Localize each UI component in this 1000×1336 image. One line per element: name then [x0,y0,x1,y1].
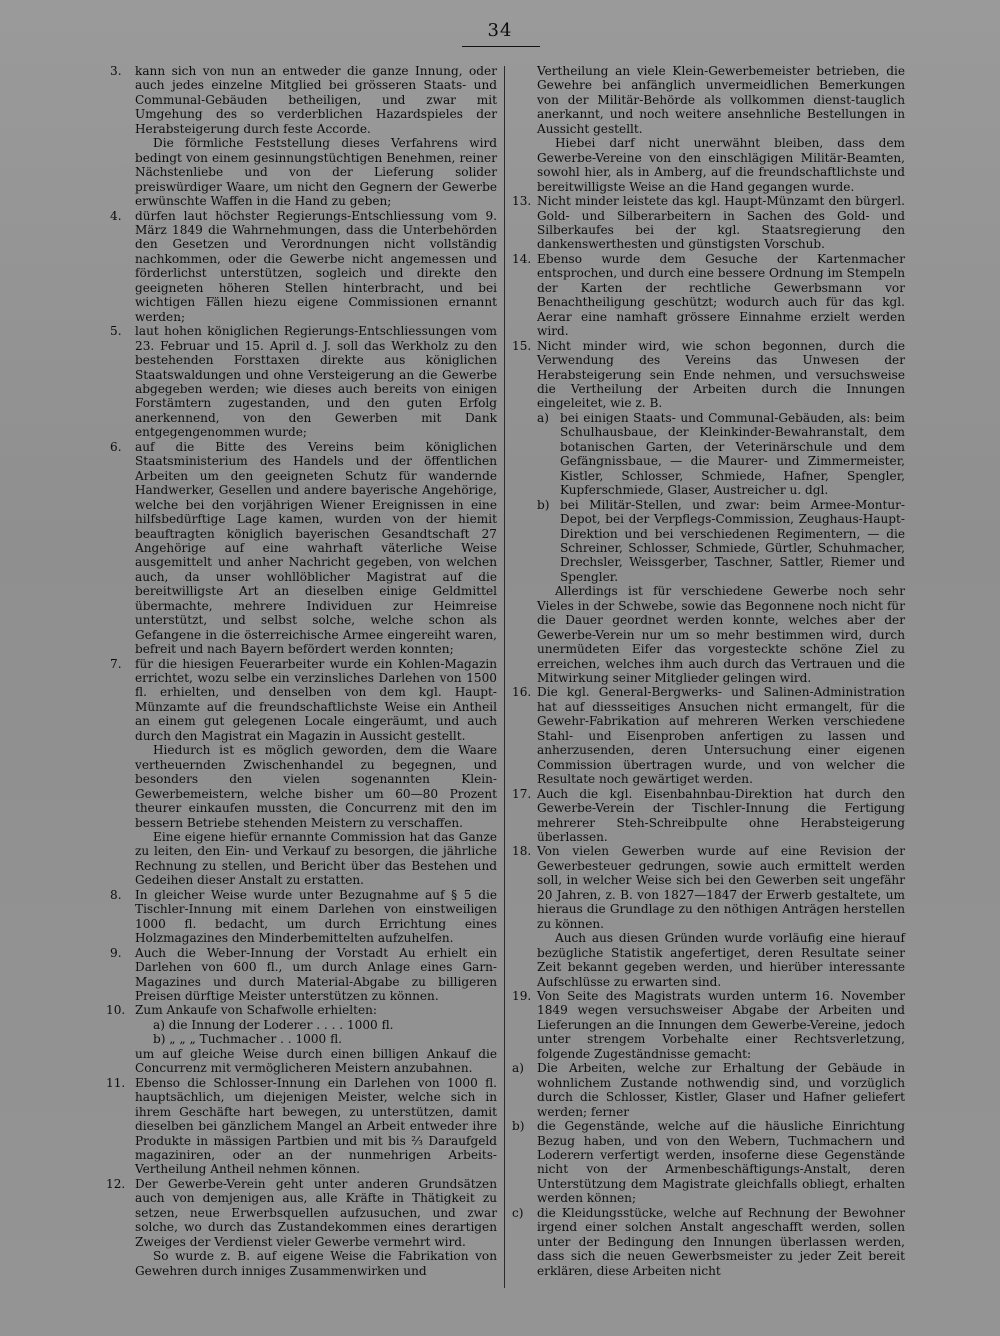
sub-item-label: b) [512,1119,525,1134]
sub-item [512,1061,905,1119]
paragraph-text: um auf gleiche Weise durch einen billigen Ankauf die Concurrenz mit vermöglicheren Meistern anzubahnen. [135,1046,497,1076]
item-text: Von Seite des Magistrats wurden unterm 16. November 1849 wegen versuchsweiser Abgabe der Arbeiten und Lieferungen an die Innungen dem Gewerbe-Vereine, jedoch unter strengem Vorbehalte einer Rechtsverletzung, folgende Zugeständnisse gemacht: [537,989,905,1061]
sub-item [512,411,905,498]
item-number: 5. [110,324,122,339]
item-text: Zum Ankaufe von Schafwolle erhielten: [135,1003,377,1018]
sub-item [110,1032,497,1046]
sub-item-label: b) [537,497,550,512]
sub-item-text: bei einigen Staats- und Communal-Gebäuden, als: beim Schulhausbaue, der Kleinkinder-Bewahranstalt, dem botanischen Garten, der Veterinärschule und dem Gefängnissbaue, — die Maurer- und Zimmermeister, Kistler, Schlosser, Schmiede, Hafner, Spengler, Kupferschmiede, Glaser, Austreicher u. dgl. [560,410,905,498]
list-item [110,64,497,136]
sub-item-text: b) „ „ „ Tuchmacher . . 1000 fl. [153,1032,342,1047]
item-text: für die hiesigen Feuerarbeiter wurde ein Kohlen-Magazin errichtet, wozu selbe ein verzinsliches Darlehen von 1500 fl. erhielten, und denselben von dem kgl. Haupt-Münzamte auf die freundschaftlichste Weise ein Antheil an einem gut gelegenen Locale eingeräumt, und auch durch den Magistrat ein Magazin in Aussicht gestellt. [135,656,497,743]
paragraph-text: Hiedurch ist es möglich geworden, dem die Waare vertheuernden Zwischenhandel zu begegnen, und besonders den vielen sogenannten Klein-Gewerbemeistern, welche bisher um 60—80 Prozent theurer einkaufen mussten, die Concurrenz mit den im bessern Betriebe stehenden Meistern zu verschaffen. [135,743,497,830]
sub-item-text: bei Militär-Stellen, und zwar: beim Armee-Montur-Depot, bei der Verpflegs-Commission, Zeughaus-Haupt-Direktion und bei verschiedenen Regimentern, — die Schreiner, Schlosser, Schmiede, Gürtler, Schuhmacher, Drechsler, Weissgerber, Taschner, Sattler, Riemer und Spengler. [560,497,905,584]
list-item [512,252,905,339]
paragraph-text: Allerdings ist für verschiedene Gewerbe noch sehr Vieles in der Schwebe, sowie das Begonnene noch nicht für die Dauer geordnet werden konnte, welches aber der Gewerbe-Verein nur um so mehr bestimmen wird, durch unermüdeten Eifer das vorgesteckte schöne Ziel zu erreichen, welches ihm auch durch das Vertrauen und die Mitwirkung seiner Mitglieder gelingen wird. [537,584,905,686]
item-number: 14. [512,251,532,266]
item-text: dürfen laut höchster Regierungs-Entschliessung vom 9. März 1849 die Wahrnehmungen, dass die Unterbehörden den Gesetzen und Verordnungen nicht vollständig nachkommen, oder die Gewerbe nicht angemessen und förderlichst unterstützen, sogleich und direkte den geeigneten höheren Stellen hinterbracht, und bei wichtigen Fällen hiezu eigene Commissionen ernannt werden; [135,208,497,324]
list-item [512,339,905,411]
list-item [110,440,497,657]
item-text: Auch die Weber-Innung der Vorstadt Au erhielt ein Darlehen von 600 fl., um durch Anlage eines Garn-Magazines und durch Material-Abgabe zu billigeren Preisen dürftige Meister unterstützen zu können. [135,945,497,1003]
sub-item [512,1206,905,1278]
item-text: auf die Bitte des Vereins beim königlichen Staatsministerium des Handels und der öffentlichen Arbeiten um den geeigneten Schutz für wandernde Handwerker, Gesellen und andere bayerische Angehörige, welche bei den vorjährigen Wiener Ereignissen in eine hilfsbedürftige Lage kamen, wurden von der hiemit beauftragten königlich bayerischen Gesandtschaft 27 Angehörige auf eine wahrhaft väterliche Weise ausgemittelt und anher Nachricht gegeben, von welchen auch, da unser wohllöblicher Magistrat auf die bereitwilligste Art an dieselben einige Geldmittel übermachte, mehrere Individuen zur Heimreise unterstützt, und selbst solche, welche schon als Gefangene in die österreichische Armee eingereiht waren, befreit und nach Bayern befördert werden konnten; [135,439,497,657]
page-number-rule [462,46,540,47]
item-number: 15. [512,338,532,353]
sub-item-label: a) [512,1061,524,1076]
item-text: Nicht minder wird, wie schon begonnen, durch die Verwendung des Vereins das Unwesen der Herabsteigerung sein Ende nehmen, und versuchsweise die Vertheilung der Arbeiten durch die Innungen eingeleitet, wie z. B. [537,338,905,411]
paragraph [512,64,905,136]
paragraph [110,830,497,888]
sub-item-text: die Gegenstände, welche auf die häusliche Einrichtung Bezug haben, und von den Webern, Tuchmachern und Loderern verfertigt werden, insoferne diese Gegenstände nicht von der Armenbeschäftigungs-Anstalt, deren Unterstützung dem Magistrate gleichfalls obliegt, erhalten werden können; [537,1119,905,1206]
item-number: 17. [512,786,532,801]
list-item [106,1075,497,1177]
item-number: 9. [110,945,122,960]
column-divider [504,66,505,1288]
list-item [512,844,905,931]
paragraph [512,584,905,685]
list-item [110,888,497,946]
list-item [110,324,497,440]
sub-item-label: c) [512,1205,524,1220]
item-text: Der Gewerbe-Verein geht unter anderen Grundsätzen auch von demjenigen aus, alle Kräfte in Thätigkeit zu setzen, neue Erwerbsquellen aufzusuchen, und zwar solche, wo durch das Zustandekommen eines derartigen Zweiges der Verdienst vieler Gewerbe vermehrt wird. [135,1176,497,1249]
item-number: 10. [106,1003,126,1018]
item-number: 4. [110,208,122,223]
list-item [106,1176,497,1249]
list-item [110,946,497,1004]
sub-item-label: a) [537,410,549,425]
paragraph [110,136,497,208]
item-text: laut hohen königlichen Regierungs-Entschliessungen vom 23. Februar und 15. April d. J. soll das Werkholz zu den bestehenden Forsttaxen direkte aus königlichen Staatswaldungen und ohne Versteigerung an die Gewerbe abgegeben werden; wie dieses auch bereits von einigen Forstämtern zugestanden, und den guten Erfolg anerkennend, von den Gewerben mit Dank entgegengenommen wurde; [135,324,497,440]
paragraph [512,931,905,989]
sub-item-text: a) die Innung der Loderer . . . . 1000 fl. [153,1017,394,1032]
item-number: 11. [106,1075,126,1090]
paragraph-text: Auch aus diesen Gründen wurde vorläufig eine hierauf bezügliche Statistik angefertiget, deren Resultate seiner Zeit bekannt gegeben werden, und hierüber interessante Aufschlüsse zu erwarten sind. [537,931,905,989]
list-item [106,1003,497,1018]
sub-item [512,1119,905,1206]
paragraph-text: So wurde z. B. auf eigene Weise die Fabrikation von Gewehren durch inniges Zusammenwirken und [135,1249,497,1278]
left-column [106,64,497,1286]
sub-item [110,1018,497,1032]
right-column [512,64,905,1286]
list-item [512,194,905,252]
item-number: 18. [512,844,532,859]
page-number: 34 [487,20,513,41]
item-text: Ebenso die Schlosser-Innung ein Darlehen von 1000 fl. hauptsächlich, um diejenigen Meister, welche sich in ihrem Geschäfte hart bewegen, zu unterstützen, damit dieselben bei gänzlichem Mangel an Arbeit entweder ihre Produkte in mässigen Partbien und mit bis ⅔ Daraufgeld magaziniren, oder an der nunmehrigen Arbeits-Vertheilung Antheil nehmen können. [135,1075,497,1177]
paragraph [512,136,905,194]
paragraph-text: Vertheilung an viele Klein-Gewerbemeister betrieben, die Gewehre bei anfänglich unvermeidlichen Bemerkungen von der Militär-Behörde als vollkommen dienst-tauglich anerkannt, und noch weitere ansehnliche Bestellungen in Aussicht gestellt. [537,64,905,136]
item-number: 16. [512,685,532,700]
item-number: 6. [110,439,122,454]
item-number: 7. [110,656,122,671]
item-number: 8. [110,887,122,902]
paragraph [110,1047,497,1076]
item-text: Die kgl. General-Bergwerks- und Salinen-Administration hat auf diessseitiges Ansuchen nicht ermangelt, für die Gewehr-Fabrikation auf mehreren Werken verschiedene Stahl- und Eisenproben anfertigen zu lassen und anherzusenden, deren Untersuchung einer eigenen Commission übertragen wurde, und von welcher die Resultate noch gewärtiget werden. [537,685,905,787]
item-text: Auch die kgl. Eisenbahnbau-Direktion hat durch den Gewerbe-Verein der Tischler-Innung die Fertigung mehrerer Steh-Schreibpulte ohne Herabsteigerung überlassen. [537,786,905,845]
item-text: Ebenso wurde dem Gesuche der Kartenmacher entsprochen, und durch eine bessere Ordnung im Stempeln der Karten der rechtliche Gewerbsmann vor Benachtheiligung geschützt; wodurch auch für das kgl. Aerar eine namhaft grössere Einnahme erzielt werden wird. [537,251,905,339]
list-item [110,657,497,744]
item-number: 19. [512,989,532,1003]
item-text: In gleicher Weise wurde unter Bezugnahme auf § 5 die Tischler-Innung mit einem Darlehen von einstweiligen 1000 fl. bedacht, um durch Errichtung eines Holzmagazines den Minderbemittelten aufzuhelfen. [135,887,497,946]
paragraph [110,743,497,830]
item-number: 3. [110,64,122,78]
paragraph [110,1249,497,1278]
item-text: Von vielen Gewerben wurde auf eine Revision der Gewerbesteuer gedrungen, sowie auch ermittelt werden soll, in welcher Weise sich bei den Gewerben seit ungefähr 20 Jahren, z. B. von 1827—1847 der Erwerb gestaltete, um hieraus die Grundlage zu den nöthigen Anträgen herstellen zu können. [537,844,905,931]
list-item [512,787,905,845]
sub-item [512,498,905,585]
paragraph-text: Die förmliche Feststellung dieses Verfahrens wird bedingt von einem gesinnungstüchtigen Benehmen, reiner Nächstenliebe und von der Lieferung solider preiswürdiger Waare, um nicht den Gegnern der Gewerbe erwünschte Waffen in die Hand zu geben; [135,136,497,209]
paragraph-text: Hiebei darf nicht unerwähnt bleiben, dass dem Gewerbe-Vereine von den einschlägigen Militär-Beamten, sowohl hier, als in Amberg, auf die freundschaftlichste und bereitwilligste Weise an die Hand gegangen wurde. [537,136,905,194]
sub-item-text: Die Arbeiten, welche zur Erhaltung der Gebäude in wohnlichem Zustande nothwendig sind, und vorzüglich durch die Schlosser, Kistler, Glaser und Hafner geliefert werden; ferner [537,1061,905,1119]
item-number: 13. [512,194,532,209]
paragraph-text: Eine eigene hiefür ernannte Commission hat das Ganze zu leiten, den Ein- und Verkauf zu besorgen, die jährliche Rechnung zu stellen, und Bericht über das Bestehen und Gedeihen dieser Anstalt zu erstatten. [135,830,497,888]
item-text: Nicht minder leistete das kgl. Haupt-Münzamt den bürgerl. Gold- und Silberarbeitern in Sachen des Gold- und Silberkaufes bei der kgl. Staatsregierung den dankenswerthesten und günstigsten Vorschub. [537,194,905,252]
list-item [512,989,905,1061]
item-text: kann sich von nun an entweder die ganze Innung, oder auch jedes einzelne Mitglied bei grösseren Staats- und Communal-Gebäuden betheiligen, und zwar mit Umgehung des so verderblichen Hazardspieles der Herabsteigerung durch feste Accorde. [135,64,497,136]
list-item [512,685,905,786]
list-item [110,209,497,325]
item-number: 12. [106,1176,126,1191]
sub-item-text: die Kleidungsstücke, welche auf Rechnung der Bewohner irgend einer solchen Anstalt angeschafft werden, sollen unter der Bedingung den Innungen überlassen werden, dass sich die neuen Gewerbsmeister zu jeder Zeit bereit erklären, diese Arbeiten nicht [537,1205,905,1278]
